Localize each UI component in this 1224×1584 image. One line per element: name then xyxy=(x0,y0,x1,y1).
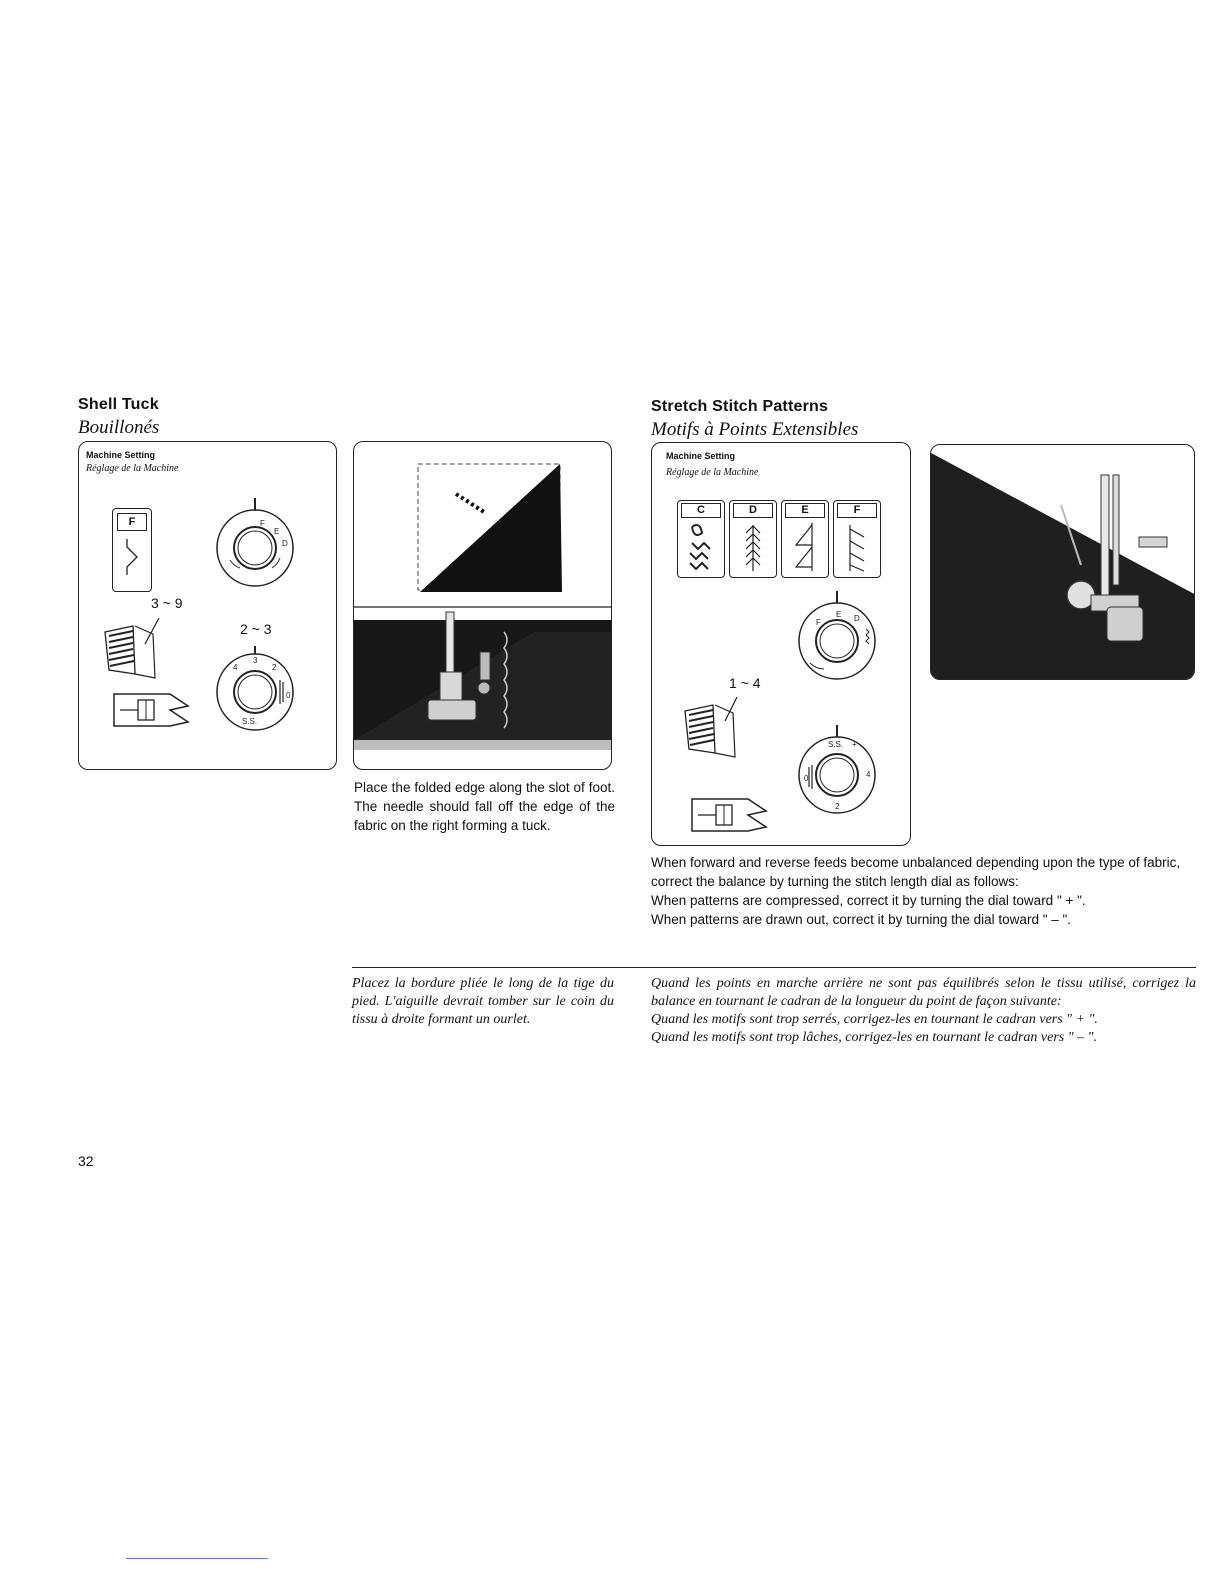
pattern-card-f xyxy=(833,500,881,578)
stretch-instruction-line-3: When patterns are drawn out, correct it by turning the dial toward " – ". xyxy=(651,912,1072,927)
stitch-length-adjust-dial xyxy=(792,725,882,817)
shell-tuck-settings-panel xyxy=(78,441,337,770)
length-label-4: 4 xyxy=(866,770,871,779)
shell-tuck-title: Shell Tuck xyxy=(78,396,159,413)
page-number: 32 xyxy=(78,1153,94,1169)
length-label-2: 2 xyxy=(835,802,840,811)
stitch-symbol-e xyxy=(782,501,828,577)
pattern-card-f xyxy=(112,508,152,592)
stretch-title-fr: Motifs à Points Extensibles xyxy=(651,419,859,440)
width-label-4: 4 xyxy=(233,663,238,672)
pattern-letter-d: D xyxy=(733,503,773,518)
dial-label-d: D xyxy=(854,614,860,623)
stitch-width-dial xyxy=(210,640,300,730)
shell-stitch-symbol xyxy=(113,509,151,591)
length-label-ss: S.S. xyxy=(828,740,844,749)
pattern-selector-dial xyxy=(792,591,882,683)
width-label-3: 3 xyxy=(253,656,258,665)
pattern-letter: F xyxy=(117,513,147,531)
machine-setting-label: Machine Setting xyxy=(666,451,736,461)
pattern-card-c xyxy=(677,500,725,578)
dial-label-d: D xyxy=(282,539,288,548)
stretch-instruction-fr-line-2: Quand les motifs sont trop serrés, corrigez-les en tournant le cadran vers " + ". xyxy=(651,1012,1098,1027)
machine-setting-label-fr: Réglage de la Machine xyxy=(86,463,179,474)
stitch-length-range: 1 ~ 4 xyxy=(729,675,761,691)
machine-setting-label-fr: Réglage de la Machine xyxy=(666,467,759,478)
pattern-letter-e: E xyxy=(785,503,825,518)
sewing-stretch-photo xyxy=(931,445,1195,680)
pattern-letter-f: F xyxy=(837,503,877,518)
stretch-instruction-fr-line-1: Quand les points en marche arrière ne sont pas équilibrés selon le tissu utilisé, corrigez la balance en tournant le cadran de la longueur du point de façon suivante: xyxy=(651,976,1196,1009)
stitch-symbol-d xyxy=(730,501,776,577)
dial-label-e: E xyxy=(274,527,280,536)
stretch-settings-panel xyxy=(651,442,911,846)
shell-tuck-instruction: Place the folded edge along the slot of foot. The needle should fall off the edge of the fabric on the right forming a tuck. xyxy=(354,780,615,833)
length-label-0: 0 xyxy=(804,774,809,783)
stitch-symbol-f xyxy=(834,501,880,577)
pattern-cards xyxy=(677,500,879,576)
stretch-title: Stretch Stitch Patterns xyxy=(651,398,829,415)
stretch-instruction xyxy=(651,853,1196,929)
stitch-width-range: 2 ~ 3 xyxy=(240,621,272,637)
dial-label-e: E xyxy=(836,610,842,619)
sewing-tuck-photo xyxy=(354,612,612,770)
pattern-card-d xyxy=(729,500,777,578)
presser-foot-icon xyxy=(112,690,192,730)
stretch-instruction-line-2: When patterns are compressed, correct it by turning the dial toward " + ". xyxy=(651,893,1086,908)
footer-rule xyxy=(126,1558,268,1559)
shell-tuck-illustration-panel xyxy=(353,441,612,770)
length-label-plus: + xyxy=(852,740,857,749)
pattern-card-e xyxy=(781,500,829,578)
presser-foot-icon xyxy=(690,795,770,835)
stretch-instruction-fr-line-3: Quand les motifs sont trop lâches, corrigez-les en tournant le cadran vers " – ". xyxy=(651,1030,1097,1045)
pattern-letter-c: C xyxy=(681,503,721,518)
section-divider xyxy=(352,967,1196,968)
stitch-length-dial xyxy=(681,693,751,759)
width-label-ss: S.S. xyxy=(242,717,258,726)
width-label-2: 2 xyxy=(272,663,277,672)
pattern-selector-dial xyxy=(210,498,300,588)
machine-setting-label: Machine Setting xyxy=(86,450,156,460)
stitch-length-dial xyxy=(101,614,171,680)
stretch-illustration-panel xyxy=(930,444,1195,680)
dial-label-f: F xyxy=(260,519,265,528)
width-label-0: 0 xyxy=(286,691,291,700)
stitch-length-range: 3 ~ 9 xyxy=(151,595,183,611)
dial-label-f: F xyxy=(816,618,821,627)
stitch-symbol-c xyxy=(678,501,724,577)
stretch-instruction-line-1: When forward and reverse feeds become unbalanced depending upon the type of fabric, correct the balance by turning the stitch length dial as follows: xyxy=(651,855,1181,889)
shell-tuck-instruction-fr: Placez la bordure pliée le long de la tige du pied. L'aiguille devrait tomber sur le coin du tissu à droite formant un ourlet. xyxy=(352,976,614,1027)
shell-tuck-title-fr: Bouillonés xyxy=(78,417,160,438)
stretch-instruction-fr xyxy=(651,975,1196,1047)
